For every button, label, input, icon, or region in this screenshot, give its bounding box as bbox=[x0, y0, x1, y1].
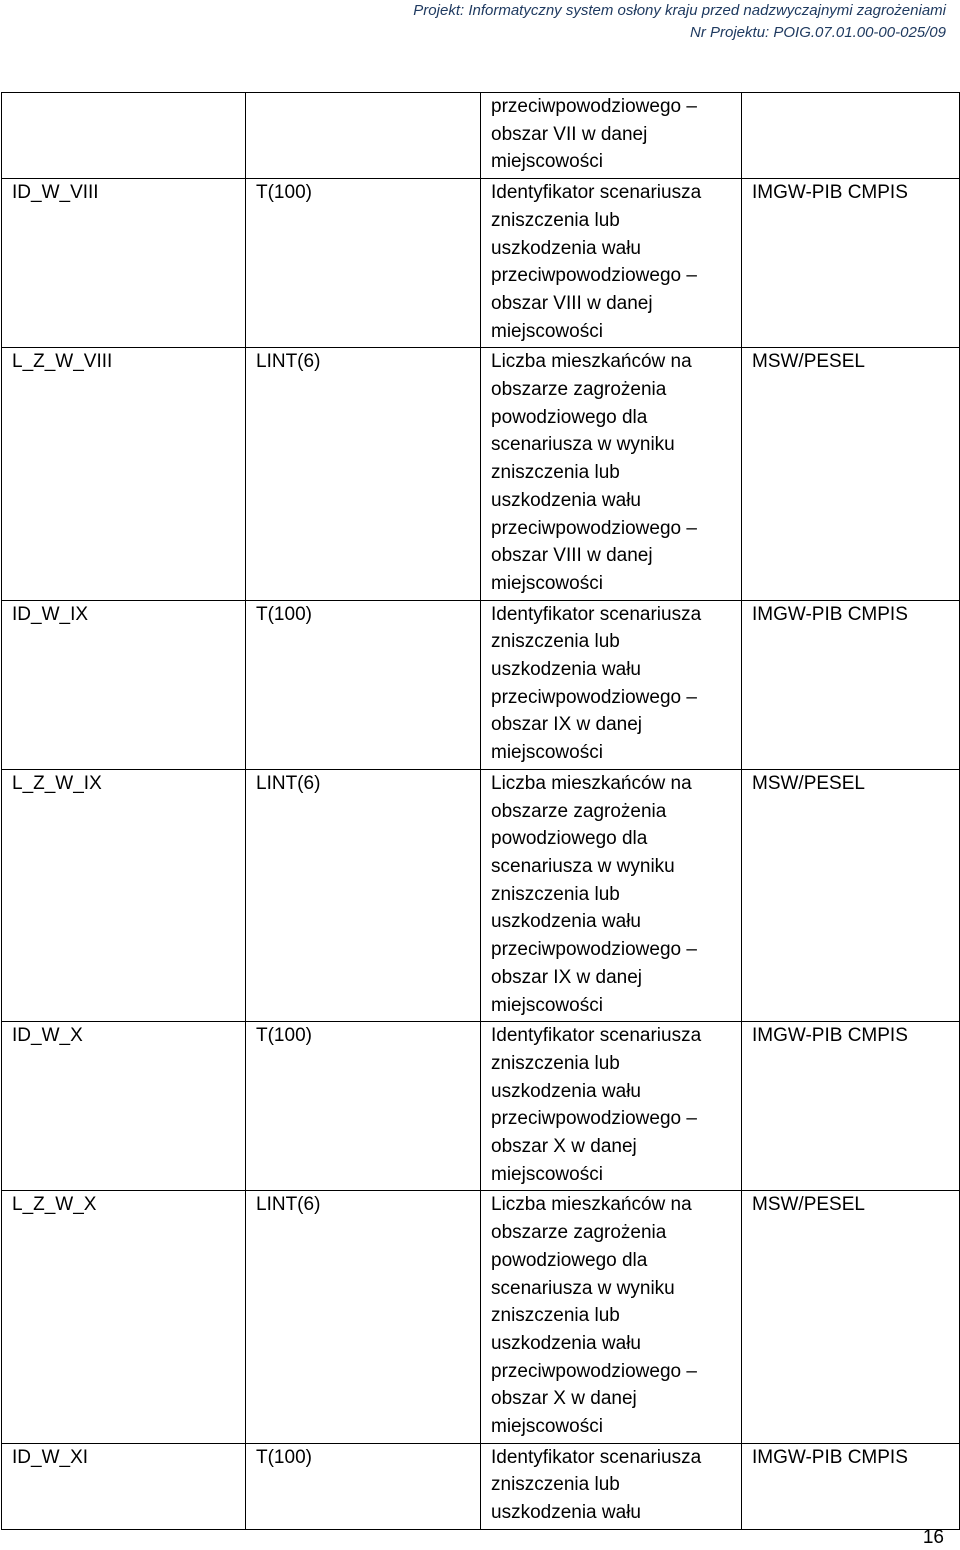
description-line: zniszczenia lub bbox=[491, 1052, 620, 1074]
description-line: uszkodzenia wału bbox=[491, 1502, 641, 1524]
description-line: przeciwpowodziowego – bbox=[491, 96, 697, 117]
description-line: powodziowego dla bbox=[491, 406, 648, 428]
description-line: Liczba mieszkańców na bbox=[491, 1194, 692, 1216]
description-line: miejscowości bbox=[491, 1416, 603, 1438]
description-line: miejscowości bbox=[491, 151, 603, 173]
data-source-cell: MSW/PESEL bbox=[742, 1191, 960, 1443]
description-line: uszkodzenia wału bbox=[491, 659, 641, 681]
table-row bbox=[2, 179, 960, 348]
field-name-cell: L_Z_W_IX bbox=[2, 769, 246, 1021]
description-line: uszkodzenia wału bbox=[491, 1332, 641, 1354]
description-line: uszkodzenia wału bbox=[491, 489, 641, 511]
field-description-cell bbox=[481, 348, 742, 600]
description-line: obszar VIII w danej bbox=[491, 292, 653, 314]
description-line: obszar IX w danej bbox=[491, 714, 643, 736]
field-type-cell: T(100) bbox=[246, 179, 481, 348]
description-line: miejscowości bbox=[491, 320, 603, 342]
field-name-cell: ID_W_IX bbox=[2, 600, 246, 769]
description-line: Identyfikator scenariusza bbox=[491, 1025, 702, 1047]
description-line: obszar X w danej bbox=[491, 1136, 637, 1158]
description-line: obszar VIII w danej bbox=[491, 545, 653, 567]
data-source-cell: MSW/PESEL bbox=[742, 769, 960, 1021]
description-line: scenariusza w wyniku bbox=[491, 434, 675, 456]
field-description-cell bbox=[481, 1443, 742, 1529]
description-line: obszar IX w danej bbox=[491, 966, 643, 988]
field-type-cell: T(100) bbox=[246, 1443, 481, 1529]
data-source-cell: IMGW-PIB CMPIS bbox=[742, 179, 960, 348]
field-type-cell: LINT(6) bbox=[246, 769, 481, 1021]
table-row bbox=[2, 348, 960, 600]
field-name-cell: ID_W_XI bbox=[2, 1443, 246, 1529]
description-line: uszkodzenia wału bbox=[491, 237, 641, 259]
field-name-cell: L_Z_W_X bbox=[2, 1191, 246, 1443]
description-line: zniszczenia lub bbox=[491, 209, 620, 231]
description-line: Liczba mieszkańców na bbox=[491, 772, 692, 794]
field-type-cell: LINT(6) bbox=[246, 1191, 481, 1443]
description-line: Identyfikator scenariusza bbox=[491, 603, 702, 625]
table-row bbox=[2, 93, 960, 179]
data-source-cell: IMGW-PIB CMPIS bbox=[742, 1022, 960, 1191]
field-description-cell bbox=[481, 1022, 742, 1191]
table-row bbox=[2, 1443, 960, 1529]
field-description-cell bbox=[481, 179, 742, 348]
field-name-cell: ID_W_X bbox=[2, 1022, 246, 1191]
description-line: obszarze zagrożenia bbox=[491, 1222, 667, 1244]
field-description-cell bbox=[481, 600, 742, 769]
description-line: Identyfikator scenariusza bbox=[491, 1446, 702, 1468]
field-name-cell: ID_W_VIII bbox=[2, 179, 246, 348]
description-line: obszar VII w danej bbox=[491, 123, 648, 145]
table-row bbox=[2, 1022, 960, 1191]
description-line: zniszczenia lub bbox=[491, 1474, 620, 1496]
description-line: przeciwpowodziowego – bbox=[491, 939, 697, 961]
field-type-cell: T(100) bbox=[246, 1022, 481, 1191]
data-source-cell: IMGW-PIB CMPIS bbox=[742, 600, 960, 769]
project-title: Projekt: Informatyczny system osłony kraju przed nadzwyczajnymi zagrożeniami bbox=[413, 2, 946, 19]
description-line: miejscowości bbox=[491, 742, 603, 764]
description-line: zniszczenia lub bbox=[491, 1305, 620, 1327]
description-line: przeciwpowodziowego – bbox=[491, 265, 697, 287]
description-line: przeciwpowodziowego – bbox=[491, 517, 697, 539]
description-line: miejscowości bbox=[491, 994, 603, 1016]
description-line: powodziowego dla bbox=[491, 828, 648, 850]
description-line: scenariusza w wyniku bbox=[491, 1277, 675, 1299]
table-body bbox=[2, 93, 960, 1530]
description-line: zniszczenia lub bbox=[491, 631, 620, 653]
table-row bbox=[2, 1191, 960, 1443]
field-description-cell bbox=[481, 769, 742, 1021]
field-type-cell: LINT(6) bbox=[246, 348, 481, 600]
description-line: obszar X w danej bbox=[491, 1388, 637, 1410]
field-description-cell bbox=[481, 93, 742, 179]
description-line: obszarze zagrożenia bbox=[491, 379, 667, 401]
description-line: scenariusza w wyniku bbox=[491, 855, 675, 877]
description-line: uszkodzenia wału bbox=[491, 1080, 641, 1102]
field-name-cell: L_Z_W_VIII bbox=[2, 348, 246, 600]
description-line: uszkodzenia wału bbox=[491, 911, 641, 933]
description-line: zniszczenia lub bbox=[491, 462, 620, 484]
table-row bbox=[2, 769, 960, 1021]
data-dictionary-table bbox=[1, 92, 960, 1530]
table-row bbox=[2, 600, 960, 769]
description-line: miejscowości bbox=[491, 1163, 603, 1185]
project-number: Nr Projektu: POIG.07.01.00-00-025/09 bbox=[690, 24, 946, 41]
description-line: przeciwpowodziowego – bbox=[491, 686, 697, 708]
description-line: Liczba mieszkańców na bbox=[491, 351, 692, 373]
page-number: 16 bbox=[922, 1527, 944, 1548]
document-header bbox=[413, 0, 946, 44]
data-source-cell: MSW/PESEL bbox=[742, 348, 960, 600]
data-source-cell: IMGW-PIB CMPIS bbox=[742, 1443, 960, 1529]
data-source-cell bbox=[742, 93, 960, 179]
description-line: zniszczenia lub bbox=[491, 883, 620, 905]
field-type-cell bbox=[246, 93, 481, 179]
description-line: obszarze zagrożenia bbox=[491, 800, 667, 822]
description-line: przeciwpowodziowego – bbox=[491, 1108, 697, 1130]
description-line: powodziowego dla bbox=[491, 1249, 648, 1271]
description-line: przeciwpowodziowego – bbox=[491, 1360, 697, 1382]
field-description-cell bbox=[481, 1191, 742, 1443]
field-name-cell bbox=[2, 93, 246, 179]
description-line: Identyfikator scenariusza bbox=[491, 182, 702, 204]
description-line: miejscowości bbox=[491, 572, 603, 594]
field-type-cell: T(100) bbox=[246, 600, 481, 769]
